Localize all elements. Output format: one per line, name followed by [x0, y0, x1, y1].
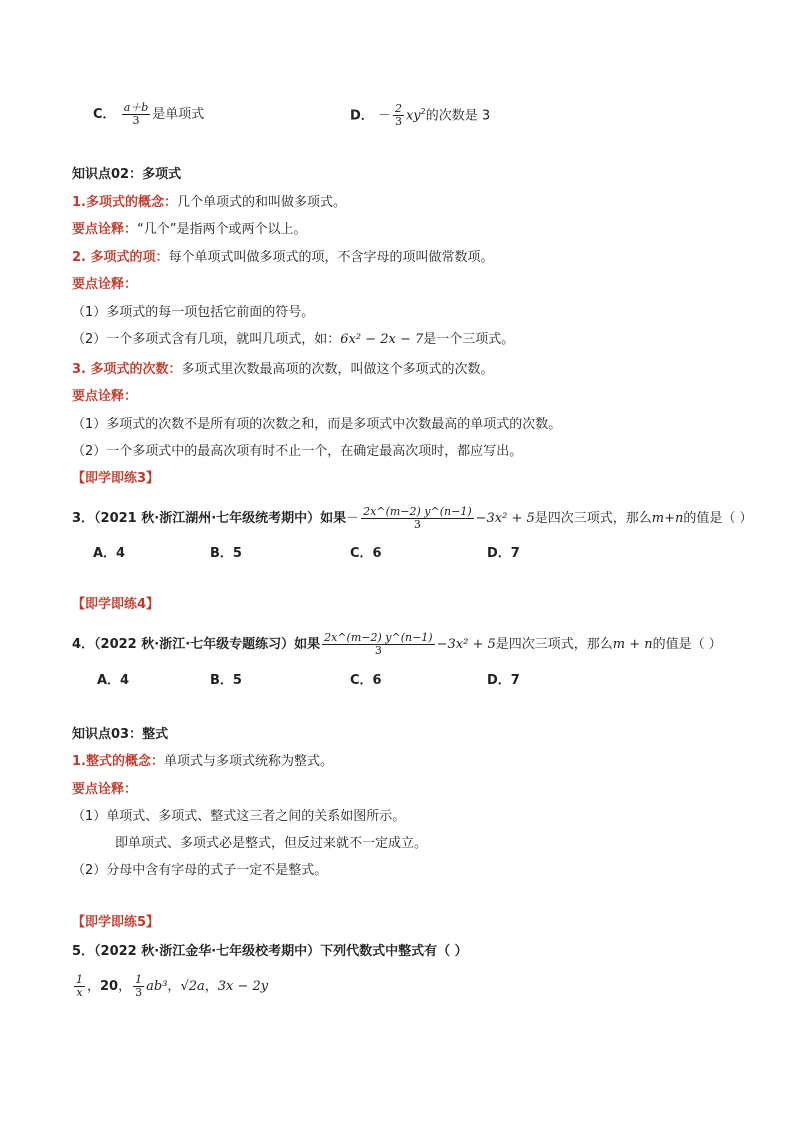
kp03-title: 知识点03：整式 — [72, 727, 169, 742]
practice5-sep1: ， — [87, 979, 101, 994]
option-d-sign: － — [377, 108, 391, 124]
kp02-p3 — [72, 360, 494, 380]
practice4-option-b[interactable]: B．5 — [210, 673, 242, 688]
practice5-expr3-num: 1 — [135, 973, 143, 986]
practice4-stem — [72, 632, 722, 657]
kp02-note1-text: “几个”是指两个或两个以上。 — [137, 222, 307, 237]
practice3-frac-den: 3 — [413, 518, 421, 531]
kp03-item2: （2）分母中含有字母的式子一定不是整式。 — [72, 863, 328, 878]
practice3-math: −3x² + 5 — [475, 511, 535, 526]
practice3-frac-num: 2x^(m−2) y^(n−1) — [363, 505, 472, 518]
practice5-sep4: ， — [204, 979, 218, 994]
practice3-option-c[interactable]: C．6 — [350, 546, 382, 561]
option-d-label: D． — [350, 108, 374, 124]
kp02-title: 知识点02：多项式 — [72, 167, 182, 182]
practice4-stem-pre: 4．（2022 秋·浙江·七年级专题练习）如果 — [72, 637, 321, 652]
practice3-end: 的值是（ ） — [683, 511, 753, 526]
practice5-tag: 【即学即练5】 — [72, 915, 160, 930]
practice4-fraction — [322, 632, 434, 657]
practice4-end: 的值是（ ） — [652, 637, 722, 652]
kp02-p2-label: 2. 多项式的项： — [72, 250, 169, 265]
kp03-note-label: 要点诠释： — [72, 782, 138, 797]
practice5-expr5: 3x − 2y — [217, 979, 269, 994]
kp02-note2-item2-pre: （2）一个多项式含有几项，就叫几项式，如： — [72, 332, 341, 347]
practice3-option-d[interactable]: D．7 — [487, 546, 520, 561]
practice3-stem-pre: 3．（2021 秋·浙江湖州·七年级统考期中）如果 — [72, 511, 347, 526]
kp02-p3-label: 3. 多项式的次数： — [72, 362, 182, 377]
option-d — [350, 102, 490, 128]
option-c — [93, 102, 204, 127]
practice4-tag: 【即学即练4】 — [72, 597, 160, 612]
practice3-fraction — [361, 506, 473, 531]
option-d-var: xy — [405, 108, 421, 124]
kp02-note2-item2-post: 是一个三项式。 — [423, 332, 515, 347]
kp02-note2-item2 — [72, 330, 514, 350]
option-c-fraction — [122, 102, 151, 127]
option-c-label: C． — [93, 107, 116, 122]
practice3-post: 是四次三项式，那么 — [534, 511, 652, 526]
practice3-var: m+n — [651, 511, 684, 526]
practice5-expr1-num: 1 — [76, 973, 83, 986]
kp02-note1-label: 要点诠释： — [72, 222, 138, 237]
kp02-p3-text: 多项式里次数最高项的次数，叫做这个多项式的次数。 — [181, 362, 494, 377]
option-d-frac-num: 2 — [394, 102, 402, 116]
practice4-frac-den: 3 — [374, 644, 382, 657]
kp02-p2 — [72, 248, 494, 268]
practice4-option-a[interactable]: A．4 — [97, 673, 130, 688]
practice4-option-d[interactable]: D．7 — [487, 673, 520, 688]
practice4-math: −3x² + 5 — [436, 637, 496, 652]
practice4-var: m + n — [612, 637, 653, 652]
kp02-note3-item1: （1）多项式的次数不是所有项的次数之和，而是多项式中次数最高的单项式的次数。 — [72, 417, 562, 432]
practice3-stem — [72, 506, 753, 531]
practice4-option-c[interactable]: C．6 — [350, 673, 382, 688]
practice5-expr1 — [74, 974, 85, 999]
option-d-exp: 2 — [420, 107, 426, 116]
option-c-frac-den: 3 — [132, 114, 140, 127]
practice5-expressions — [72, 974, 268, 999]
kp02-note2-label: 要点诠释： — [72, 277, 138, 292]
kp02-p1-label: 1.多项式的概念： — [72, 195, 177, 210]
kp02-note3-label: 要点诠释： — [72, 389, 138, 404]
kp02-p1-text: 几个单项式的和叫做多项式。 — [176, 195, 346, 210]
option-d-text: 的次数是 3 — [425, 108, 491, 124]
option-c-frac-num: a＋b — [123, 101, 149, 114]
practice5-expr3-frac — [133, 974, 144, 999]
practice5-sep2: ， — [118, 979, 132, 994]
option-d-fraction — [393, 103, 404, 128]
practice5-expr4: √2a — [180, 979, 205, 994]
practice3-option-a[interactable]: A．4 — [93, 546, 126, 561]
practice4-frac-num: 2x^(m−2) y^(n−1) — [324, 631, 433, 644]
practice3-option-b[interactable]: B．5 — [210, 546, 242, 561]
practice5-expr3-den: 3 — [135, 986, 143, 999]
kp03-p1 — [72, 752, 333, 772]
option-d-frac-den: 3 — [394, 115, 402, 129]
practice4-post: 是四次三项式，那么 — [495, 637, 613, 652]
practice5-stem: 5．（2022 秋·浙江金华·七年级校考期中）下列代数式中整式有（ ） — [72, 944, 468, 959]
kp03-item1b: 即单项式、多项式必是整式，但反过来就不一定成立。 — [115, 836, 428, 851]
practice5-expr1-den: x — [76, 986, 83, 999]
kp02-note2-item2-math: 6x² − 2x − 7 — [340, 332, 424, 347]
practice3-tag: 【即学即练3】 — [72, 471, 160, 486]
kp02-note2-item1: （1）多项式的每一项包括它前面的符号。 — [72, 305, 315, 320]
kp02-p2-text: 每个单项式叫做多项式的项，不含字母的项叫做常数项。 — [168, 250, 494, 265]
kp02-note1 — [72, 220, 307, 240]
kp03-item1: （1）单项式、多项式、整式这三者之间的关系如图所示。 — [72, 809, 406, 824]
practice5-expr2: 20 — [100, 979, 119, 994]
practice3-sign: － — [346, 511, 360, 526]
practice5-expr3: ab³ — [146, 979, 168, 994]
practice5-sep3: ， — [167, 979, 181, 994]
option-c-text: 是单项式 — [152, 107, 205, 122]
kp02-note3-item2: （2）一个多项式中的最高次项有时不止一个，在确定最高次项时，都应写出。 — [72, 444, 523, 459]
kp03-p1-text: 单项式与多项式统称为整式。 — [163, 754, 333, 769]
kp02-p1 — [72, 193, 346, 213]
kp03-p1-label: 1.整式的概念： — [72, 754, 164, 769]
